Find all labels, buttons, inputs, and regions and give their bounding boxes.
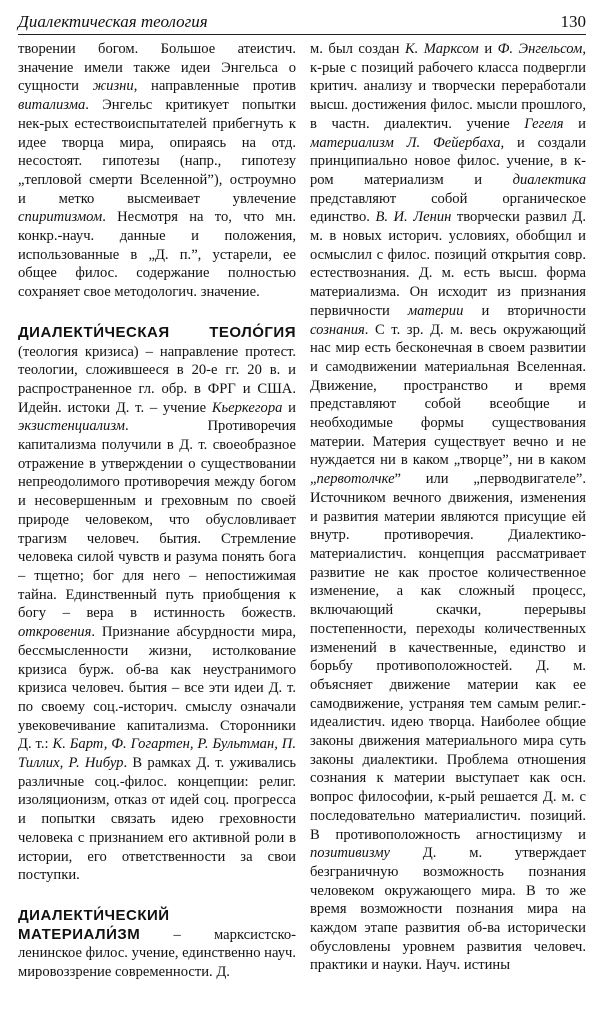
entry-dialectical-theology [18, 324, 296, 885]
materialism-continuation [310, 40, 586, 975]
running-header [18, 4, 586, 35]
text-run: . В рамках Д. т. уживались различные соц.-филос. концепции: религ. изоляционизм, отказ от идей соц. прогресса и попытки связать идею греховности человека с признанием его активной роли в истории, его ответственности за свои поступки. [18, 755, 296, 884]
text-run: м. был создан [310, 41, 405, 57]
headword-dialectical-materialism: ДИАЛЕКТИ́ЧЕСКИЙ МАТЕРИАЛИ́ЗМ [18, 906, 170, 943]
italic-text-run: диалектика [512, 171, 586, 188]
text-run: . Противоречия капитализма получили в Д. т. своеобразное отражение в утверждении о существовании непреодолимого противоречия между богом и несовершенным и греховным по своей природе человеком, что обусловливает трагизм человеч. бытия. Стремление человека силой чувств и разума понять бога – тщетно; бог для него – непостижимая тайна. Единственный путь приобщения к богу – вера в истинность божеств. [18, 418, 296, 622]
text-run: . Энгельс критикует попытки нек-рых естествоиспытателей прибегнуть к идее творца мира, опираясь на отд. несостоят. гипотезы (напр., гипотезу „тепловой смерти Вселенной”), остроумно и метко высмеивает увлечение [18, 97, 296, 207]
continuation-paragraph [18, 40, 296, 302]
italic-text-run: Гегеля [524, 115, 564, 132]
entry-dialectical-materialism [18, 907, 296, 982]
italic-text-run: экзистенциализм [18, 418, 125, 435]
italic-text-run: В. И. Ленин [375, 209, 452, 226]
headword-dialectical-theology: ДИАЛЕКТИ́ЧЕСКАЯ ТЕОЛО́ГИЯ [18, 323, 296, 341]
italic-text-run: спиритизмом [18, 209, 103, 226]
text-run: творчески развил Д. м. в новых историч. условиях, обобщил и осмыслил с филос. позиций открытия совр. естествознания. Д. м. есть высш. форма материализма. Он исходит из признания первичности [310, 209, 586, 319]
text-run: Д. м. утверждает безграничную возможность познания человеком окружающего мира. В то же время возможности познания мира на каждом этапе развития об-ва исторически обусловлены уровнем развития человеч. практики и науки. Науч. истины [310, 845, 586, 974]
italic-text-run: витализма [18, 97, 86, 114]
italic-text-run: К. Марксом [404, 41, 479, 57]
page-number: 130 [560, 12, 586, 31]
text-run: . Несмотря на то, что мн. конкр.-науч. данные и положения, использованные в „Д. п.”, устарели, ее общее филос. содержание полностью сохраняет свое методологич. значение. [18, 209, 296, 301]
italic-text-run: материи [407, 302, 464, 319]
text-run: и [282, 399, 296, 416]
italic-text-run: первотолчке [316, 471, 395, 488]
text-run: и [563, 115, 586, 132]
text-run: , направленные против [133, 78, 296, 95]
text-run: . С т. зр. Д. м. весь окружающий нас мир есть бесконечная в своем развитии и самодвижении материальная Вселенная. Движение, пространство и время представляют собой всеобщие и необходимые формы существования материи. Материя существует вечно и не нуждается ни в каком „творце”, ни в каком „ [310, 321, 586, 488]
text-run: ” или „перводвигателе”. Источником вечного движения, изменения и развития материи являются присущие ей внутр. противоречия. Диалектико-материалистич. концепция рассматривает развитие не как простое количественное изменение, а как сложный процесс, включающий скачки, перерывы постепенности, переходы количественных изменений в качественные, единство и борьбу противоположностей. Д. м. объясняет движение материи как ее самодвижение, устраняя тем самым религ.-идеалистич. идею творца. Наиболее общие законы движения материального мира суть законы диалектики. Проблема отношения сознания к материи выступает как осн. вопрос философии, к-рый решается Д. м. с последовательно материалистич. позиций. В противоположность агностицизму и [310, 471, 586, 843]
text-run: творении богом. Большое атеистич. значение имели также идеи Энгельса о сущности [18, 41, 296, 95]
text-run: представляют собой органическое единство. [310, 190, 586, 226]
italic-text-run: К. Барт, Ф. Гогартен, Р. Бультман, П. Тиллих, Р. Нибур [18, 736, 296, 772]
text-run: , и создали принципиально новое филос. учение, в к-ром материализм и [310, 134, 586, 188]
italic-text-run: откровения [18, 624, 92, 641]
text-run: и вторичности [463, 302, 586, 319]
text-run: , к-рые с позиций рабочего класса подвергли критич. анализу и творчески переработали высш. достижения филос. мысли прошлого, в частн. диалектич. учение [310, 41, 586, 132]
left-column [18, 40, 296, 1016]
italic-text-run: Кьеркегора [211, 399, 283, 416]
text-run: (теология кризиса) – направление протест. теологии, сложившееся в 20-е гг. 20 в. и распространенное гл. обр. в ФРГ и США. Идейн. истоки Д. т. – учение [18, 343, 296, 416]
text-run: . Признание абсурдности мира, бессмысленности жизни, истолкование кризиса бурж. об-ва как неустранимого кризиса человеч. бытия – все эти идеи Д. т. по своему соц.-историч. смыслу означали увековечивание капитализма. Сторонники Д. т.: [18, 624, 296, 753]
italic-text-run: Ф. Энгельсом [497, 41, 583, 57]
text-run: и [478, 41, 498, 57]
italic-text-run: позитивизму [310, 845, 390, 862]
right-column [310, 40, 586, 1016]
entry-theology-body [18, 344, 296, 884]
italic-text-run: сознания [310, 321, 365, 338]
italic-text-run: материализм Л. Фейербаха [310, 134, 501, 151]
italic-text-run: жизни [92, 78, 134, 95]
running-title: Диалектическая теология [18, 12, 208, 31]
text-run: – марксистско-ленинское филос. учение, единственно науч. мировоззрение современности. Д. [18, 926, 296, 981]
